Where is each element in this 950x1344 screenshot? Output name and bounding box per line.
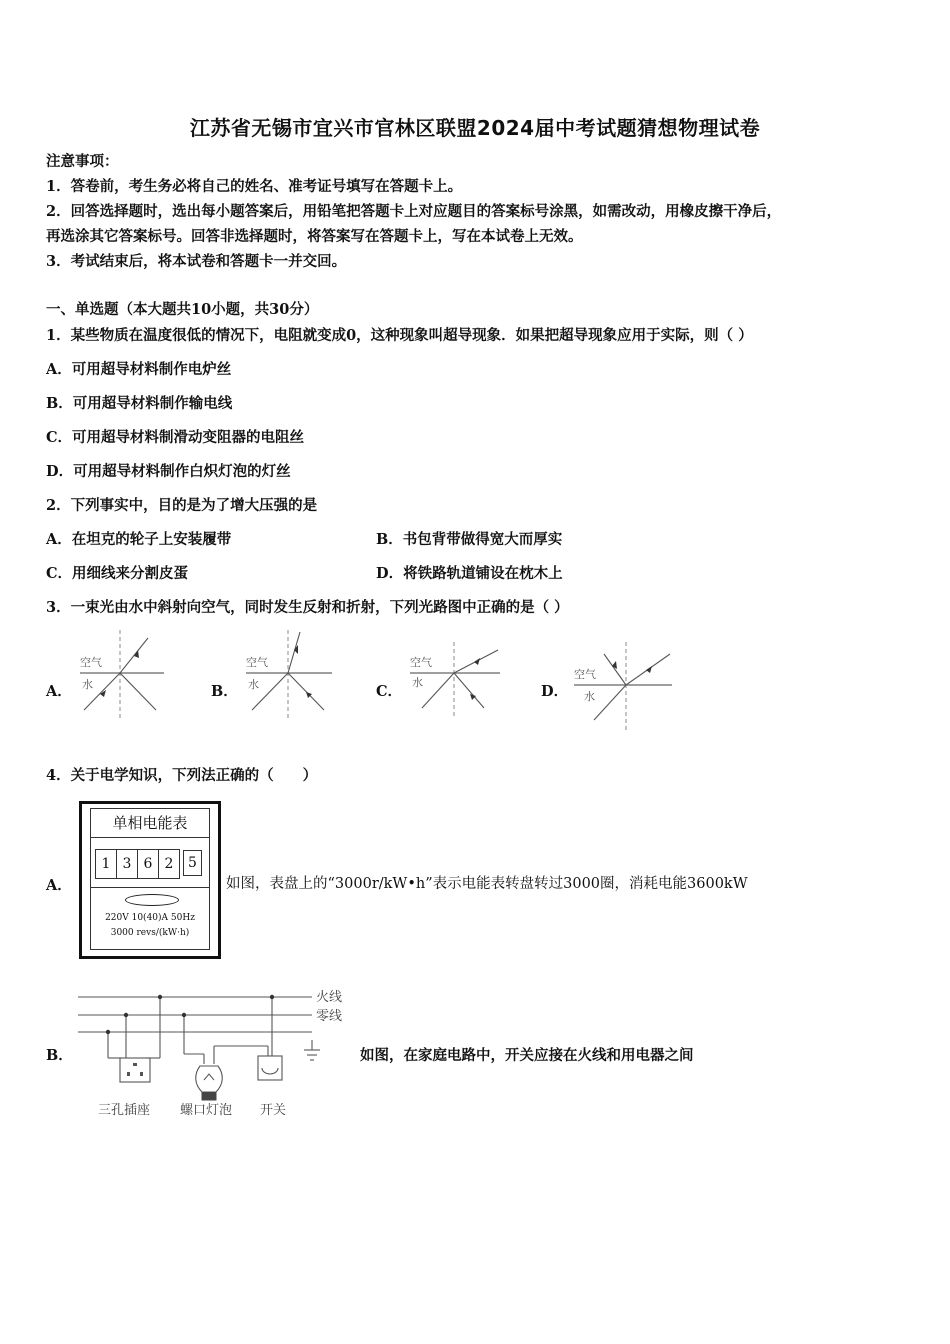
q3-label-a: A． [46,683,72,700]
meter-digit: 3 [117,849,138,879]
meter-digit: 2 [159,849,180,879]
live-wire-label: 火线 [316,990,343,1005]
meter-title: 单相电能表 [112,814,188,832]
notice-heading: 注意事项： [46,153,119,170]
meter-digit: 1 [95,849,117,879]
q2-option-c: C．用细线来分割皮蛋 [46,565,189,582]
q4-stem: 4．关于电学知识，下列法正确的（ ） [46,767,318,784]
q2-stem: 2．下列事实中，目的是为了增大压强的是 [46,497,318,514]
air-label: 空气 [410,656,432,669]
q3-label-b: B． [211,683,238,700]
q3-diagram-c [406,640,502,720]
water-label: 水 [412,676,423,689]
q1-option-d: D．可用超导材料制作白炽灯泡的灯丝 [46,463,291,480]
q3-diagram-d [570,640,674,732]
meter-digit: 6 [138,849,159,879]
switch-label: 开关 [260,1103,287,1118]
meter-spec-2: 3000 revs/(kW·h) [110,928,190,938]
water-label: 水 [82,678,93,691]
neutral-wire-label: 零线 [316,1009,343,1024]
page-title: 江苏省无锡市宜兴市官林区联盟2024届中考试题猜想物理试卷 [189,116,761,140]
q4-option-a-text: 如图，表盘上的“3000r/kW•h”表示电能表转盘转过3000圈，消耗电能3600kW [226,876,748,892]
socket-label: 三孔插座 [98,1103,151,1118]
air-label: 空气 [574,668,596,681]
air-label: 空气 [80,656,102,669]
q4-option-b-text: 如图，在家庭电路中，开关应接在火线和用电器之间 [360,1047,694,1064]
q1-option-a: A．可用超导材料制作电炉丝 [46,361,232,378]
notice-item: 1．答卷前，考生务必将自己的姓名、准考证号填写在答题卡上。 [46,178,463,195]
meter-spec-1: 220V 10(40)A 50Hz [105,913,195,923]
household-circuit-diagram [76,984,356,1120]
q1-stem: 1．某些物质在温度很低的情况下，电阻就变成0，这种现象叫超导现象．如果把超导现象应用于实际，则（ ） [46,327,753,344]
bulb-label: 螺口灯泡 [180,1103,233,1118]
notice-item: 再选涂其它答案标号。回答非选择题时，将答案写在答题卡上，写在本试卷上无效。 [46,228,583,245]
q1-option-c: C．可用超导材料制滑动变阻器的电阻丝 [46,429,305,446]
q4-label-a: A． [46,877,72,894]
q4-label-b: B． [46,1047,73,1064]
water-label: 水 [584,690,595,703]
water-label: 水 [248,678,259,691]
notice-item: 2．回答选择题时，选出每小题答案后，用铅笔把答题卡上对应题目的答案标号涂黑，如需改动，用橡皮擦干净后， [46,203,782,220]
meter-digit-decimal: 5 [183,850,202,876]
q3-stem: 3．一束光由水中斜射向空气，同时发生反射和折射，下列光路图中正确的是（ ） [46,599,569,616]
q3-diagram-a [76,628,166,720]
q3-diagram-b [242,628,334,720]
air-label: 空气 [246,656,268,669]
section-heading: 一、单选题（本大题共10小题，共30分） [46,301,319,318]
electric-meter [79,801,221,959]
notice-item: 3．考试结束后，将本试卷和答题卡一并交回。 [46,253,347,270]
q3-label-c: C． [376,683,403,700]
meter-digits [95,849,202,879]
q3-label-d: D． [541,683,569,700]
q2-option-d: D．将铁路轨道铺设在枕木上 [376,565,563,582]
meter-disc [125,894,179,906]
q2-option-b: B．书包背带做得宽大而厚实 [376,531,563,548]
q2-option-a: A．在坦克的轮子上安装履带 [46,531,232,548]
q1-option-b: B．可用超导材料制作输电线 [46,395,233,412]
